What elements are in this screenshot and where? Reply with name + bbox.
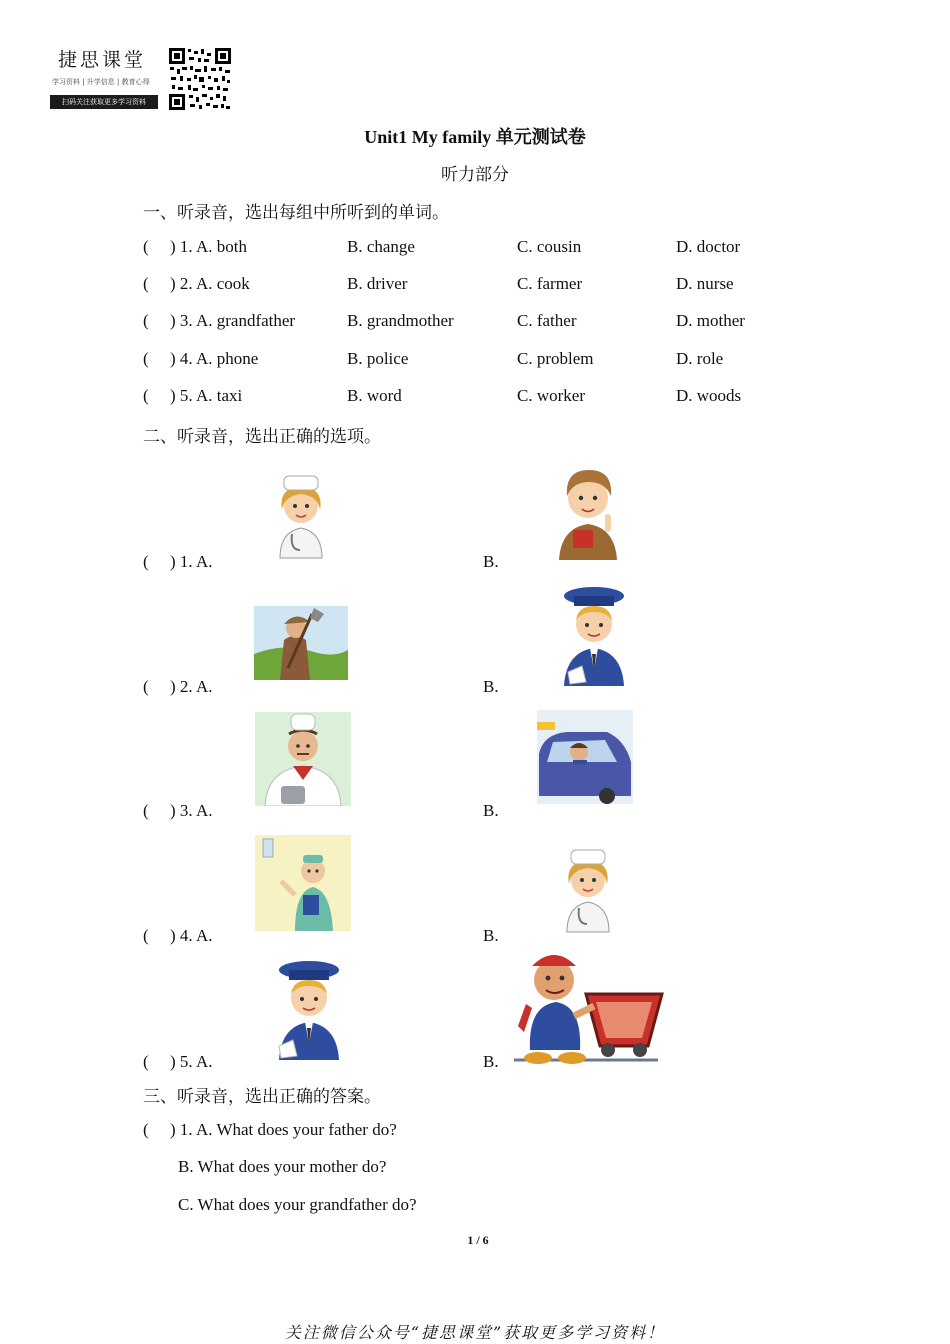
option-d: D. mother [676,311,745,330]
worker-picture[interactable] [508,946,664,1070]
section1-heading: 一、听录音，选出每组中所听到的单词。 [143,203,449,223]
brand-name: 捷思课堂 [58,49,147,71]
option-a: ) 1. A. What does your father do? [170,1120,397,1139]
option-d: D. woods [676,386,742,405]
nurse-picture[interactable] [255,835,351,931]
brand-promo: 扫码关注获取更多学习资料 [50,95,158,109]
option-b: B. word [347,386,402,405]
option-a: ) 4. A. phone [170,349,259,368]
answer-bracket[interactable]: ( [143,1120,149,1139]
option-a: ) 2. A. [170,677,213,696]
option-c: C. What does your grandfather do? [178,1195,417,1214]
answer-bracket[interactable]: ( [143,311,149,330]
answer-bracket[interactable]: ( [143,926,149,945]
listening-subtitle: 听力部分 [441,165,509,185]
option-b: B. grandmother [347,311,454,330]
cook-picture[interactable] [255,712,351,806]
option-b: B. [483,1052,499,1071]
answer-bracket[interactable]: ( [143,552,149,571]
qr-code[interactable] [168,47,232,111]
option-a: ) 3. A. grandfather [170,311,296,330]
answer-bracket[interactable]: ( [143,1052,149,1071]
option-c: C. worker [517,386,585,405]
option-b: B. police [347,349,409,368]
answer-bracket[interactable]: ( [143,386,149,405]
option-b: B. [483,926,499,945]
option-b: B. What does your mother do? [178,1157,387,1176]
brand-logo [50,45,235,113]
option-b: B. [483,552,499,571]
option-c: C. father [517,311,577,330]
option-b: B. [483,677,499,696]
doctor-picture[interactable] [555,848,621,934]
section3-heading: 三、听录音，选出正确的答案。 [143,1087,381,1107]
option-c: C. farmer [517,274,583,293]
option-b: B. driver [347,274,408,293]
answer-bracket[interactable]: ( [143,237,149,256]
doctor-picture[interactable] [268,470,334,562]
taxi-driver-picture[interactable] [537,710,633,804]
student-picture[interactable] [553,462,623,562]
farmer-picture[interactable] [254,606,348,680]
answer-bracket[interactable]: ( [143,677,149,696]
option-b: B. [483,801,499,820]
option-d: D. nurse [676,274,734,293]
option-b: B. change [347,237,415,256]
page-number: 1 / 6 [467,1233,489,1247]
answer-bracket[interactable]: ( [143,801,149,820]
option-c: C. problem [517,349,594,368]
option-a: ) 5. A. [170,1052,213,1071]
option-a: ) 1. A. both [170,237,247,256]
option-a: ) 3. A. [170,801,213,820]
brand-tags: 学习资料 | 升学信息 | 教育心得 [52,78,150,86]
policeman-picture[interactable] [560,582,628,688]
test-title: Unit1 My family 单元测试卷 [364,127,586,147]
option-c: C. cousin [517,237,582,256]
option-d: D. doctor [676,237,741,256]
option-a: ) 4. A. [170,926,213,945]
option-d: D. role [676,349,724,368]
option-a: ) 5. A. taxi [170,386,243,405]
answer-bracket[interactable]: ( [143,274,149,293]
answer-bracket[interactable]: ( [143,349,149,368]
option-a: ) 1. A. [170,552,213,571]
option-a: ) 2. A. cook [170,274,250,293]
section2-heading: 二、听录音，选出正确的选项。 [143,427,381,447]
policeman-picture[interactable] [275,956,343,1062]
footer-note: 关注微信公众号“捷思课堂”获取更多学习资料！ [284,1323,666,1342]
